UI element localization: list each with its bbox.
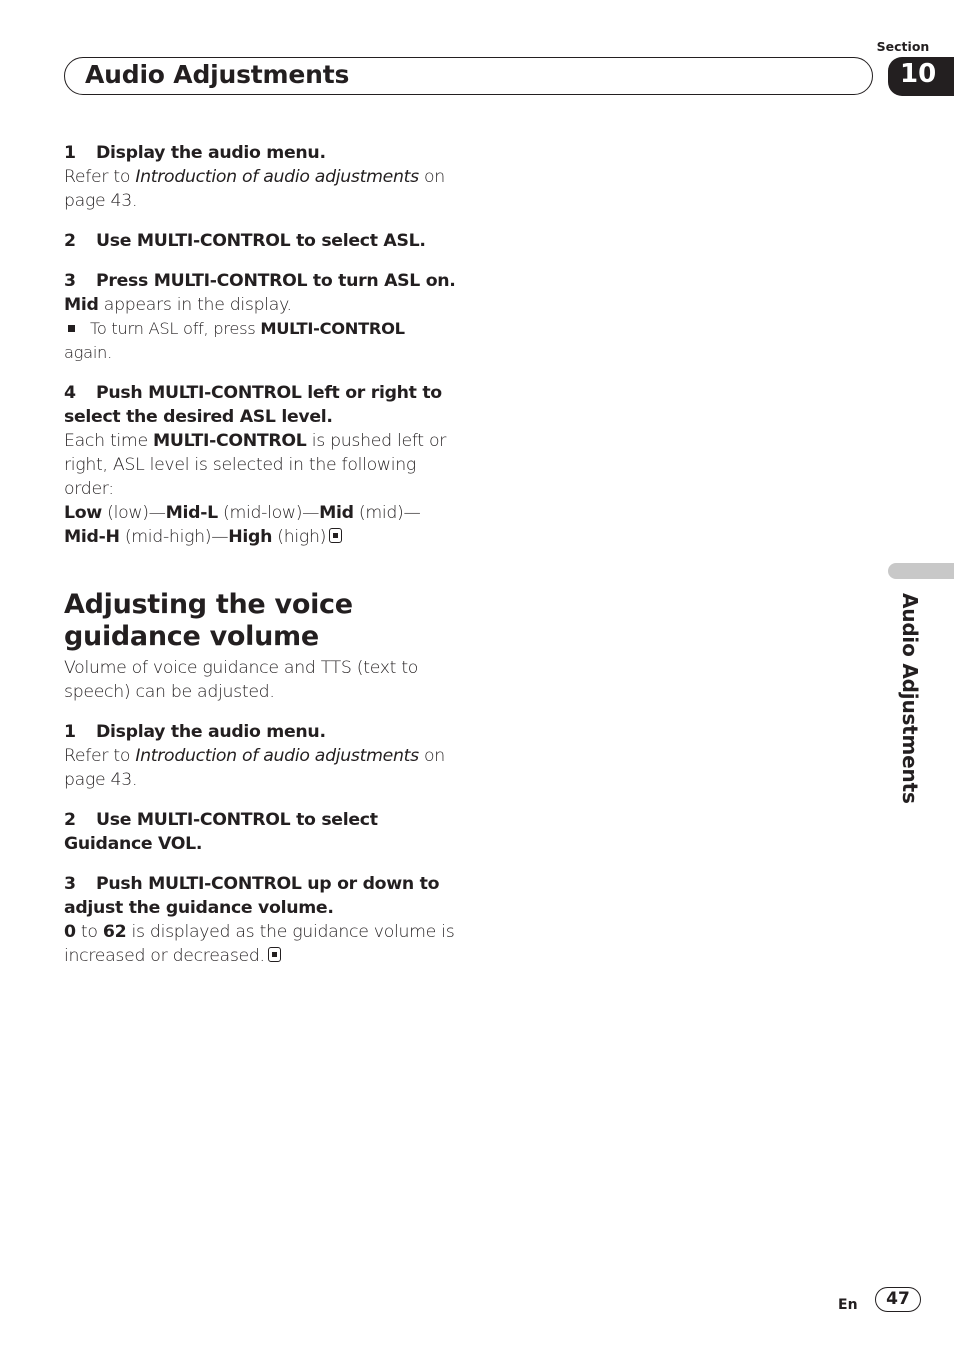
asl-step-2: 2 Use MULTI-CONTROL to select ASL. (64, 231, 426, 251)
end-of-section-icon (329, 528, 342, 543)
asl-step-4-body: Each time MULTI-CONTROL is pushed left or right, ASL level is selected in the following order: (64, 431, 447, 499)
asl-step-1-body: Refer to Introduction of audio adjustments on page 43. (64, 167, 445, 211)
voice-step-3: 3 Push MULTI-CONTROL up or down to adjust the guidance volume. (64, 874, 440, 918)
page-number: 47 (875, 1287, 921, 1312)
asl-step-1: 1 Display the audio menu. (64, 143, 326, 163)
section-number-tab (888, 57, 954, 96)
section-heading: Adjusting the voice guidance volume (64, 589, 353, 652)
asl-level-order: Low (low)—Mid-L (mid-low)—Mid (mid)—Mid-H (mid-high)—High (high) (64, 503, 421, 547)
note-bullet-icon (68, 325, 75, 332)
end-of-section-icon (268, 947, 281, 962)
side-tab-marker (888, 563, 954, 579)
asl-step-3-body: Mid appears in the display. (64, 295, 292, 315)
voice-step-1-body: Refer to Introduction of audio adjustments on page 43. (64, 746, 445, 790)
chapter-header (64, 57, 873, 95)
language-code: En (838, 1297, 858, 1313)
cross-reference: Introduction of audio adjustments (135, 746, 419, 766)
voice-step-1: 1 Display the audio menu. (64, 722, 326, 742)
voice-intro: Volume of voice guidance and TTS (text to speech) can be adjusted. (64, 658, 419, 702)
section-number: 10 (900, 59, 937, 89)
voice-step-2: 2 Use MULTI-CONTROL to select Guidance VOL. (64, 810, 378, 854)
asl-note: To turn ASL off, press MULTI-CONTROL again. (64, 319, 405, 362)
asl-step-3: 3 Press MULTI-CONTROL to turn ASL on. (64, 271, 456, 291)
cross-reference: Introduction of audio adjustments (135, 167, 419, 187)
side-tab-label: Audio Adjustments (898, 593, 922, 804)
section-label: Section (876, 39, 930, 54)
main-content (64, 141, 456, 968)
voice-step-3-body: 0 to 62 is displayed as the guidance volume is increased or decreased. (64, 922, 455, 966)
chapter-title: Audio Adjustments (85, 60, 350, 89)
asl-step-4: 4 Push MULTI-CONTROL left or right to select the desired ASL level. (64, 383, 442, 427)
